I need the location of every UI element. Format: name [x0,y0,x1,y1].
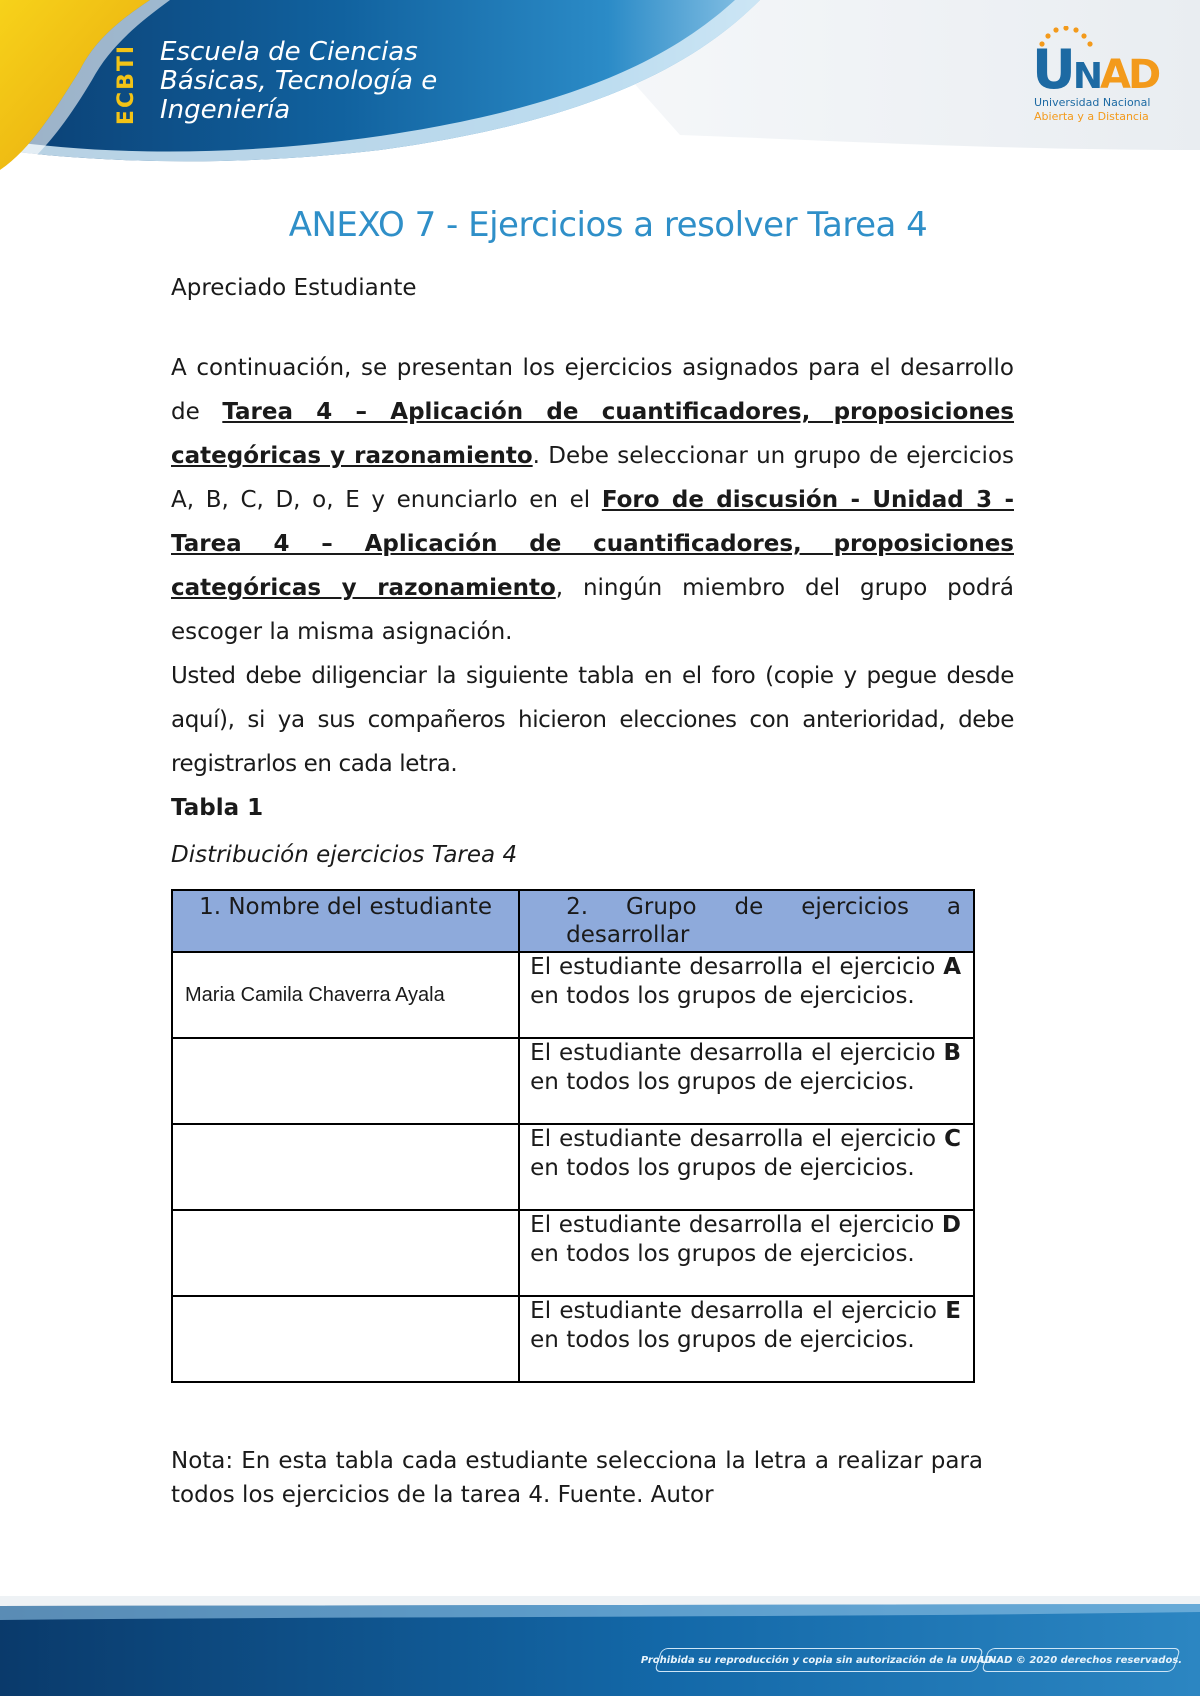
student-name-cell[interactable] [172,1296,519,1382]
table-label: Tabla 1 [171,795,264,821]
page-header [0,0,1200,200]
exercise-description-cell: El estudiante desarrolla el ejercicio B en todos los grupos de ejercicios. [519,1038,974,1124]
table-caption: Distribución ejercicios Tarea 4 [171,842,518,868]
school-tag: ECBTI [114,43,140,125]
intro-text: A continuación, se presentan los ejercicios asignados para el desarrollo de [171,355,1014,425]
intro-text: , ningún miembro del grupo podrá escoger la misma asignación. [171,575,1014,645]
document-content [171,268,1014,880]
header-student-name: 1. Nombre del estudiante [172,890,519,952]
student-name-cell[interactable] [172,1038,519,1124]
table-row [172,1124,974,1210]
intro-text: . Debe seleccionar un grupo de ejercicios A, B, C, D, o, E y enunciarlo en el [171,443,1015,513]
forum-name-link: Foro de discusión - Unidad 3 - Tarea 4 – Aplicación de cuantificadores, proposiciones categóricas y razonamiento [171,487,1014,601]
header-exercise-group: 2. Grupo de ejercicios a desarrollar [519,890,974,952]
distribution-table [171,889,975,1383]
exercise-description-cell: El estudiante desarrolla el ejercicio D en todos los grupos de ejercicios. [519,1210,974,1296]
exercise-letter: C [944,1126,961,1152]
school-name-line: Básicas, Tecnología e [160,66,438,96]
instruction-paragraph: Usted debe diligenciar la siguiente tabla en el foro (copie y pegue desde aquí), si ya sus compañeros hicieron elecciones con anterioridad, debe registrarlos en cada letra. [171,663,1014,777]
exercise-letter: D [941,1212,961,1238]
footer-copyright: UNAD © 2020 derechos reservados. [981,1648,1181,1672]
spacer [171,308,1014,346]
student-name-cell[interactable] [172,1124,519,1210]
logo-subtitle-2: Abierta y a Distancia [1034,110,1149,123]
school-name-line: Escuela de Ciencias [160,37,418,67]
student-name-cell[interactable] [172,1210,519,1296]
exercise-letter: E [945,1298,961,1324]
exercise-description-cell: El estudiante desarrolla el ejercicio E en todos los grupos de ejercicios. [519,1296,974,1382]
greeting: Apreciado Estudiante [171,275,417,301]
exercise-description-cell: El estudiante desarrolla el ejercicio A en todos los grupos de ejercicios. [519,952,974,1038]
logo-subtitle-1: Universidad Nacional [1034,96,1151,109]
document-title: ANEXO 7 - Ejercicios a resolver Tarea 4 [288,205,928,245]
table-row [172,1038,974,1124]
school-name [160,38,437,125]
exercise-letter: A [943,954,961,980]
table-row [172,1296,974,1382]
logo-wordmark: UNAD [1032,38,1159,101]
table-note: Nota: En esta tabla cada estudiante selecciona la letra a realizar para todos los ejercicios de la tarea 4. Fuente. Autor [171,1448,983,1508]
unad-logo [1028,26,1158,126]
student-name-cell[interactable]: Maria Camila Chaverra Ayala [172,952,519,1038]
task-name-link: Tarea 4 – Aplicación de cuantificadores, proposiciones categóricas y razonamiento [171,399,1015,469]
table-row [172,1210,974,1296]
table-row [172,952,974,1038]
exercise-description-cell: El estudiante desarrolla el ejercicio C en todos los grupos de ejercicios. [519,1124,974,1210]
table-header-row [172,890,974,952]
footer-notice: Prohibida su reproducción y copia sin autorización de la UNAD. [654,1648,984,1672]
page-footer [0,1596,1200,1696]
intro-paragraph [171,346,1014,654]
footer-banner-graphic [0,1596,1200,1696]
school-name-line: Ingeniería [160,95,291,125]
exercise-letter: B [943,1040,961,1066]
